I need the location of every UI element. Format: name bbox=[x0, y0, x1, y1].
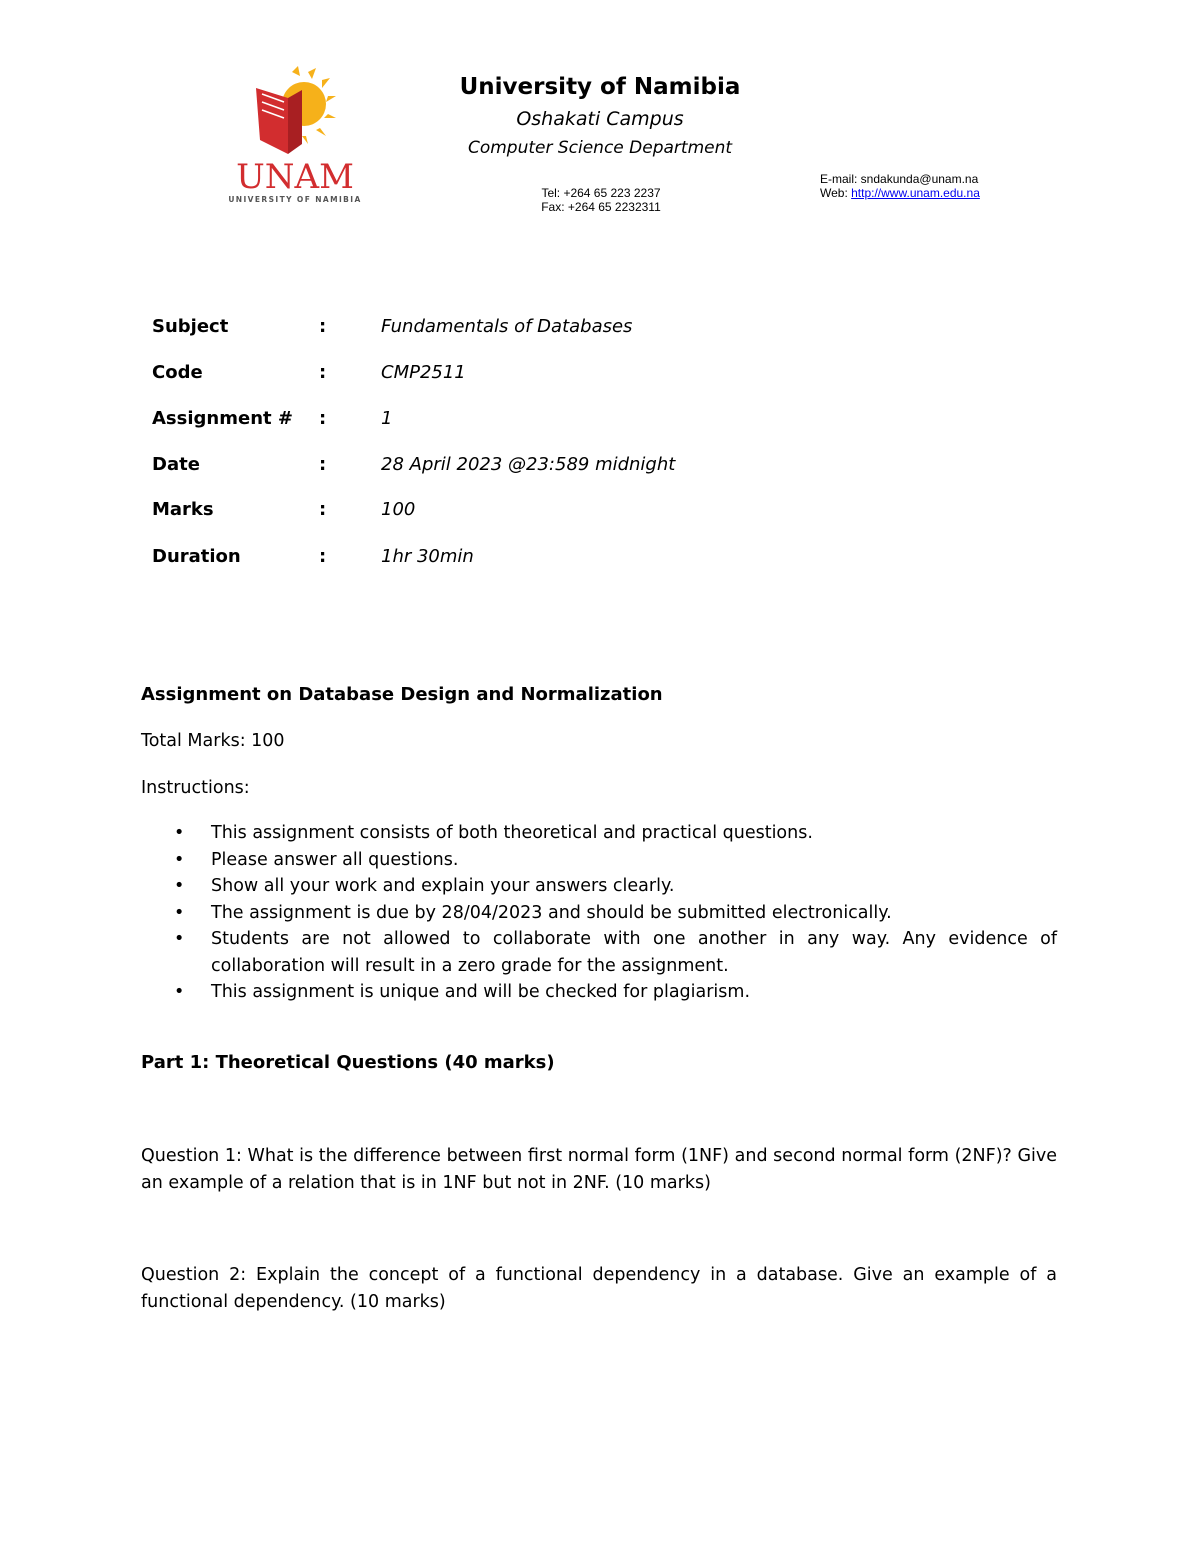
phone-block bbox=[536, 186, 666, 214]
instructions-list bbox=[141, 820, 1057, 1006]
meta-label: Code bbox=[152, 362, 203, 383]
meta-label: Subject bbox=[152, 316, 229, 337]
total-marks: Total Marks: 100 bbox=[141, 731, 285, 751]
department-name: Computer Science Department bbox=[467, 138, 733, 158]
meta-label: Date bbox=[152, 454, 200, 475]
meta-value: CMP2511 bbox=[381, 362, 466, 383]
bullet-icon: • bbox=[174, 902, 185, 923]
meta-value: 1hr 30min bbox=[381, 546, 474, 567]
web-line bbox=[820, 186, 980, 200]
bullet-icon: • bbox=[174, 823, 185, 843]
part1-heading: Part 1: Theoretical Questions (40 marks) bbox=[141, 1052, 555, 1073]
instruction-text: Show all your work and explain your answers clearly. bbox=[211, 876, 675, 896]
bullet-icon: • bbox=[174, 849, 185, 870]
logo-wordmark: UNAM bbox=[236, 157, 354, 197]
list-item bbox=[141, 979, 1057, 1006]
instructions-label: Instructions: bbox=[141, 778, 250, 798]
list-item bbox=[141, 847, 1057, 874]
list-item bbox=[141, 873, 1057, 900]
meta-label: Assignment # bbox=[152, 408, 293, 429]
university-name: University of Namibia bbox=[459, 74, 741, 100]
contact-block bbox=[820, 172, 980, 200]
meta-colon: : bbox=[319, 408, 327, 429]
logo-subtext: UNIVERSITY OF NAMIBIA bbox=[228, 195, 362, 204]
bullet-icon: • bbox=[174, 982, 185, 1002]
instruction-text: Please answer all questions. bbox=[211, 849, 459, 870]
list-item bbox=[141, 820, 1057, 847]
unam-logo bbox=[228, 66, 362, 208]
meta-colon: : bbox=[319, 546, 327, 567]
assignment-heading: Assignment on Database Design and Normalization bbox=[141, 684, 663, 705]
meta-colon: : bbox=[319, 362, 327, 383]
web-label: Web: bbox=[820, 186, 852, 200]
instruction-text: This assignment is unique and will be checked for plagiarism. bbox=[211, 982, 751, 1002]
campus-name: Oshakati Campus bbox=[516, 108, 684, 130]
bullet-icon: • bbox=[174, 929, 185, 949]
meta-colon: : bbox=[319, 454, 327, 475]
list-item bbox=[141, 900, 1057, 927]
website-link[interactable]: http://www.unam.edu.na bbox=[851, 186, 980, 200]
meta-label: Marks bbox=[152, 499, 214, 520]
instruction-text: This assignment consists of both theoretical and practical questions. bbox=[211, 823, 813, 843]
meta-value: 28 April 2023 @23:589 midnight bbox=[381, 454, 676, 475]
meta-value: 100 bbox=[381, 499, 416, 520]
instruction-text: Students are not allowed to collaborate with one another in any way. Any evidence of collaboration will result in a zero grade for the assignment. bbox=[211, 929, 1057, 976]
tel-line: Tel: +264 65 223 2237 bbox=[541, 186, 661, 200]
meta-colon: : bbox=[319, 316, 327, 337]
question-2: Question 2: Explain the concept of a functional dependency in a database. Give an example of a functional dependency. (10 marks) bbox=[141, 1265, 1057, 1312]
fax-line: Fax: +264 65 2232311 bbox=[541, 200, 661, 214]
meta-label: Duration bbox=[152, 546, 241, 567]
bullet-icon: • bbox=[174, 876, 185, 896]
meta-value: Fundamentals of Databases bbox=[381, 316, 633, 337]
meta-colon: : bbox=[319, 499, 327, 520]
question-1: Question 1: What is the difference between first normal form (1NF) and second normal form (2NF)? Give an example of a relation that is in 1NF but not in 2NF. (10 marks) bbox=[141, 1146, 1057, 1193]
meta-value: 1 bbox=[381, 408, 393, 429]
email-line: E-mail: sndakunda@unam.na bbox=[820, 172, 979, 186]
instruction-text: The assignment is due by 28/04/2023 and should be submitted electronically. bbox=[211, 902, 892, 923]
list-item bbox=[141, 926, 1057, 979]
